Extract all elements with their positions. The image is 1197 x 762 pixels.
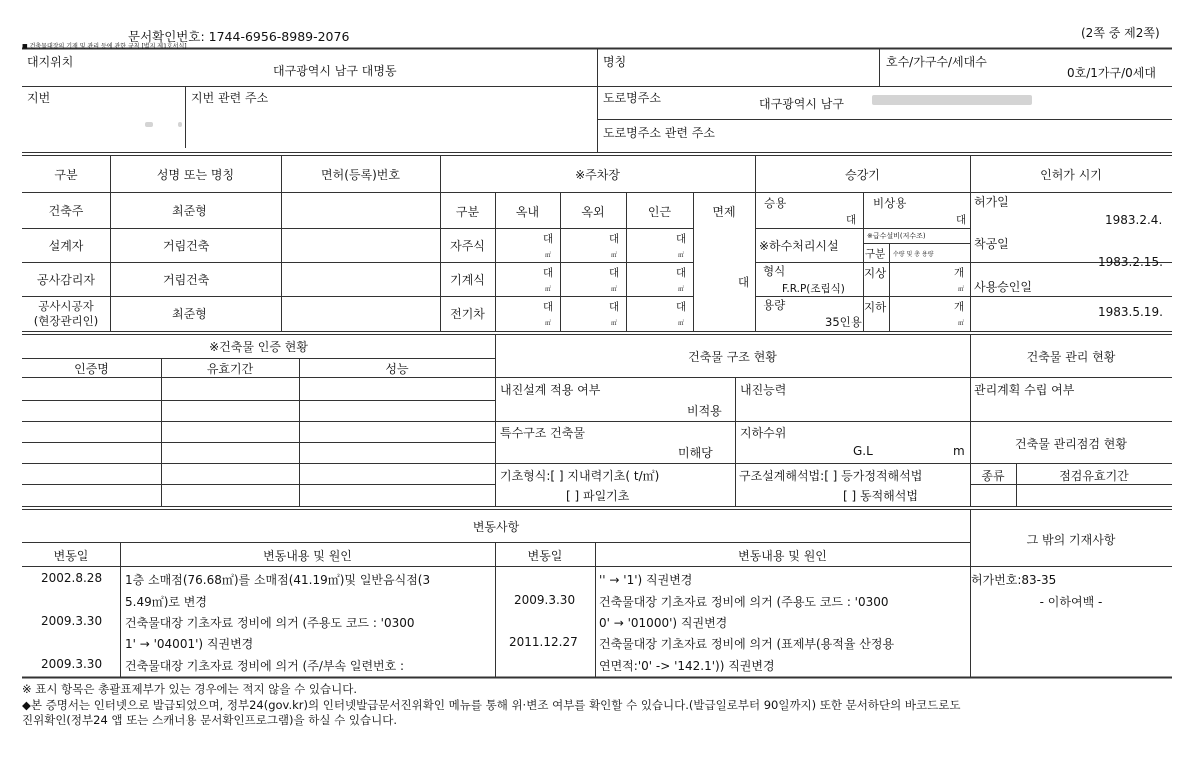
management-title: 건축물 관리 현황 (1026, 350, 1116, 364)
parking-area-unit: ㎡ (678, 252, 685, 259)
certification-header: 인증명 (74, 362, 109, 376)
footer-note: ※ 표시 항목은 총괄표제부가 있는 경우에는 적지 않을 수 있습니다. (22, 682, 358, 696)
people-role: 설계자 (48, 239, 84, 253)
elevator-title: 승강기 (845, 168, 880, 182)
lot-number-label: 지번 (27, 91, 51, 105)
sewage-type-value: F.R.P(조립식) (782, 283, 845, 295)
certification-header: 유효기간 (206, 362, 254, 376)
parking-area-unit: ㎡ (611, 252, 618, 259)
parking-row-label: 자주식 (450, 239, 485, 253)
other-items-title: 그 밖의 기재사항 (1026, 533, 1116, 547)
change-content: 건축물대장 기초자료 정비에 의거 (표제부(용적율 산정용 (599, 637, 895, 651)
parking-header: 옥외 (581, 205, 605, 219)
changes-content-header: 변동내용 및 원인 (263, 549, 352, 563)
people-name: 거림건축 (163, 239, 210, 253)
special-structure-label: 특수구조 건축물 (500, 426, 585, 440)
parking-count-unit: 대 (676, 267, 687, 279)
parking-exempt-unit: 대 (738, 275, 750, 289)
parking-header: 옥내 (515, 205, 540, 219)
capacity-total-label: 수량 및 총 용량 (893, 251, 934, 258)
people-role: 공사감리자 (37, 273, 95, 287)
sewage-capacity-label: 용량 (763, 298, 786, 312)
people-name: 최준형 (172, 204, 207, 218)
permit-title: 인허가 시기 (1040, 168, 1102, 182)
groundwater-label: 지하수위 (740, 426, 787, 440)
analysis-dynamic: [ ] 동적해석법 (843, 489, 918, 503)
doc-number-value: 1744-6956-8989-2076 (208, 29, 350, 44)
sewage-facility-label: ※하수처리시설 (759, 239, 839, 253)
redacted-lot-number-2 (178, 122, 182, 127)
parking-header: 구분 (455, 205, 480, 219)
parking-area-unit: ㎡ (611, 286, 618, 293)
special-structure-value: 미해당 (678, 446, 713, 460)
parking-count-unit: 대 (609, 267, 620, 279)
certification-title: ※건축물 인증 현황 (209, 340, 308, 354)
analysis-method: 구조설계해석법:[ ] 등가정적해석법 (739, 469, 923, 483)
start-date-label: 착공일 (974, 237, 1009, 251)
site-location-value: 대구광역시 남구 대명동 (273, 64, 397, 78)
blank-below-marker: - 이하여백 - (1039, 595, 1103, 609)
changes-title: 변동사항 (472, 520, 520, 534)
parking-count-unit: 대 (543, 233, 554, 245)
sewage-capacity-value: 35인용 (825, 315, 862, 329)
parking-area-unit: ㎡ (545, 286, 552, 293)
parking-count-unit: 대 (676, 233, 687, 245)
site-location-label: 대지위치 (27, 55, 74, 69)
lot-related-address-label: 지번 관련 주소 (191, 91, 269, 105)
inspection-kind: 종류 (981, 469, 1005, 483)
structure-title: 건축물 구조 현황 (688, 350, 777, 364)
below-ground-label: 지하 (864, 300, 887, 314)
elevator-unit: 대 (846, 214, 857, 226)
parking-area-unit: ㎡ (678, 320, 685, 327)
groundwater-value: G.L (853, 444, 873, 458)
change-date: 2009.3.30 (41, 614, 103, 628)
parking-area-unit: ㎡ (678, 286, 685, 293)
sewage-type-label: 형식 (763, 264, 786, 278)
people-role-sub: (현장관리인) (33, 314, 99, 328)
people-name: 거림건축 (163, 273, 210, 287)
section-label: 구분 (865, 248, 886, 260)
permit-date: 1983.2.4. (1105, 213, 1163, 227)
parking-area-unit: ㎡ (545, 320, 552, 327)
doc-number-label: 문서확인번호 (128, 29, 201, 44)
groundwater-unit: m (953, 444, 965, 458)
parking-count-unit: 대 (609, 233, 620, 245)
change-content: 건축물대장 기초자료 정비에 의거 (주용도 코드 : '0300 (599, 595, 889, 609)
water-supply-label: ※급수설비(저수조) (867, 232, 926, 240)
change-content: '' → '1') 직권변경 (599, 573, 693, 587)
approval-date-label: 사용승인일 (974, 280, 1032, 294)
seismic-ability-label: 내진능력 (740, 383, 787, 397)
change-content: 5.49㎡)로 변경 (125, 595, 207, 609)
parking-count-unit: 대 (676, 301, 687, 313)
parking-title: ※주차장 (575, 168, 620, 182)
permit-number: 허가번호:83-35 (971, 573, 1057, 587)
permit-date-label: 허가일 (974, 195, 1009, 209)
foundation-type: 기초형식:[ ] 지내력기초( t/㎡) (500, 469, 660, 483)
footer-verification-note: ◆본 증명서는 인터넷으로 발급되었으며, 정부24(gov.kr)의 인터넷발급문서진위확인 메뉴를 통해 위·변조 여부를 확인할 수 있습니다.(발급일로부터 90일까지) 또한 문서하단의 바코드로도 (22, 698, 961, 712)
doc-confirmation-number: 문서확인번호: 1744-6956-8989-2076 (128, 29, 350, 44)
road-related-address-label: 도로명주소 관련 주소 (603, 126, 715, 140)
road-address-value: 대구광역시 남구 (759, 97, 844, 111)
elevator-emergency-label: 비상용 (873, 196, 907, 210)
elevator-unit: 대 (956, 214, 967, 226)
people-name: 최준형 (172, 307, 207, 321)
parking-header: 인근 (647, 205, 672, 219)
parking-count-unit: 대 (609, 301, 620, 313)
elevator-passenger-label: 승용 (764, 196, 787, 210)
people-header-name: 성명 또는 명칭 (156, 168, 235, 182)
above-ground-label: 지상 (864, 266, 887, 280)
changes-date-header: 변동일 (527, 549, 563, 563)
footer-verification-note-2: 진위확인(정부24 앱 또는 스캐너용 문서확인프로그램)을 하실 수 있습니다. (22, 713, 398, 727)
seismic-design-label: 내진설계 적용 여부 (500, 383, 601, 397)
redacted-lot-number (145, 122, 153, 127)
parking-area-unit: ㎡ (545, 252, 552, 259)
approval-date: 1983.5.19. (1098, 305, 1163, 319)
certification-header: 성능 (385, 362, 409, 376)
page-info: (2쪽 중 제2쪽) (1081, 26, 1160, 40)
people-role: 공사시공자 (38, 299, 94, 313)
area-unit: ㎡ (958, 320, 965, 327)
building-name-label: 명칭 (603, 55, 627, 69)
count-unit: 개 (954, 267, 965, 279)
people-role: 건축주 (48, 204, 84, 218)
area-unit: ㎡ (958, 286, 965, 293)
management-plan-label: 관리계획 수립 여부 (974, 383, 1075, 397)
change-date: 2009.3.30 (514, 593, 576, 607)
people-header-category: 구분 (54, 168, 78, 182)
parking-row-label: 전기차 (450, 307, 485, 321)
units-label: 호수/가구수/세대수 (886, 55, 987, 69)
units-value: 0호/1가구/0세대 (1067, 66, 1156, 80)
change-date: 2002.8.28 (41, 571, 103, 585)
change-content: 1' → '04001') 직권변경 (125, 637, 254, 651)
parking-row-label: 기계식 (450, 273, 485, 287)
changes-date-header: 변동일 (53, 549, 89, 563)
change-content: 건축물대장 기초자료 정비에 의거 (주/부속 일련번호 : (125, 659, 405, 673)
change-date: 2009.3.30 (41, 657, 103, 671)
inspection-title: 건축물 관리점검 현황 (1015, 437, 1127, 451)
inspection-validity: 점검유효기간 (1059, 469, 1129, 483)
count-unit: 개 (954, 301, 965, 313)
redacted-road-address (872, 95, 1032, 105)
seismic-design-value: 비적용 (687, 404, 722, 418)
foundation-pile: [ ] 파일기초 (566, 489, 630, 503)
change-content: 0' → '01000') 직권변경 (599, 616, 728, 630)
parking-area-unit: ㎡ (611, 320, 618, 327)
changes-content-header: 변동내용 및 원인 (738, 549, 827, 563)
people-header-license: 면허(등록)번호 (321, 168, 400, 182)
parking-count-unit: 대 (543, 267, 554, 279)
form-regulation-note: ■ 건축물대장의 기재 및 관리 등에 관한 규칙 [별지 제1호서식] (22, 43, 187, 50)
change-content: 1층 소매점(76.68㎡)를 소매점(41.19㎡)및 일반음식점(3 (125, 573, 431, 587)
parking-count-unit: 대 (543, 301, 554, 313)
change-content: 연면적:'0' -> '142.1')) 직권변경 (599, 659, 775, 673)
start-date: 1983.2.15. (1098, 255, 1163, 269)
change-date: 2011.12.27 (509, 635, 578, 649)
change-content: 건축물대장 기초자료 정비에 의거 (주용도 코드 : '0300 (125, 616, 415, 630)
road-address-label: 도로명주소 (603, 91, 661, 105)
parking-header: 면제 (712, 205, 736, 219)
